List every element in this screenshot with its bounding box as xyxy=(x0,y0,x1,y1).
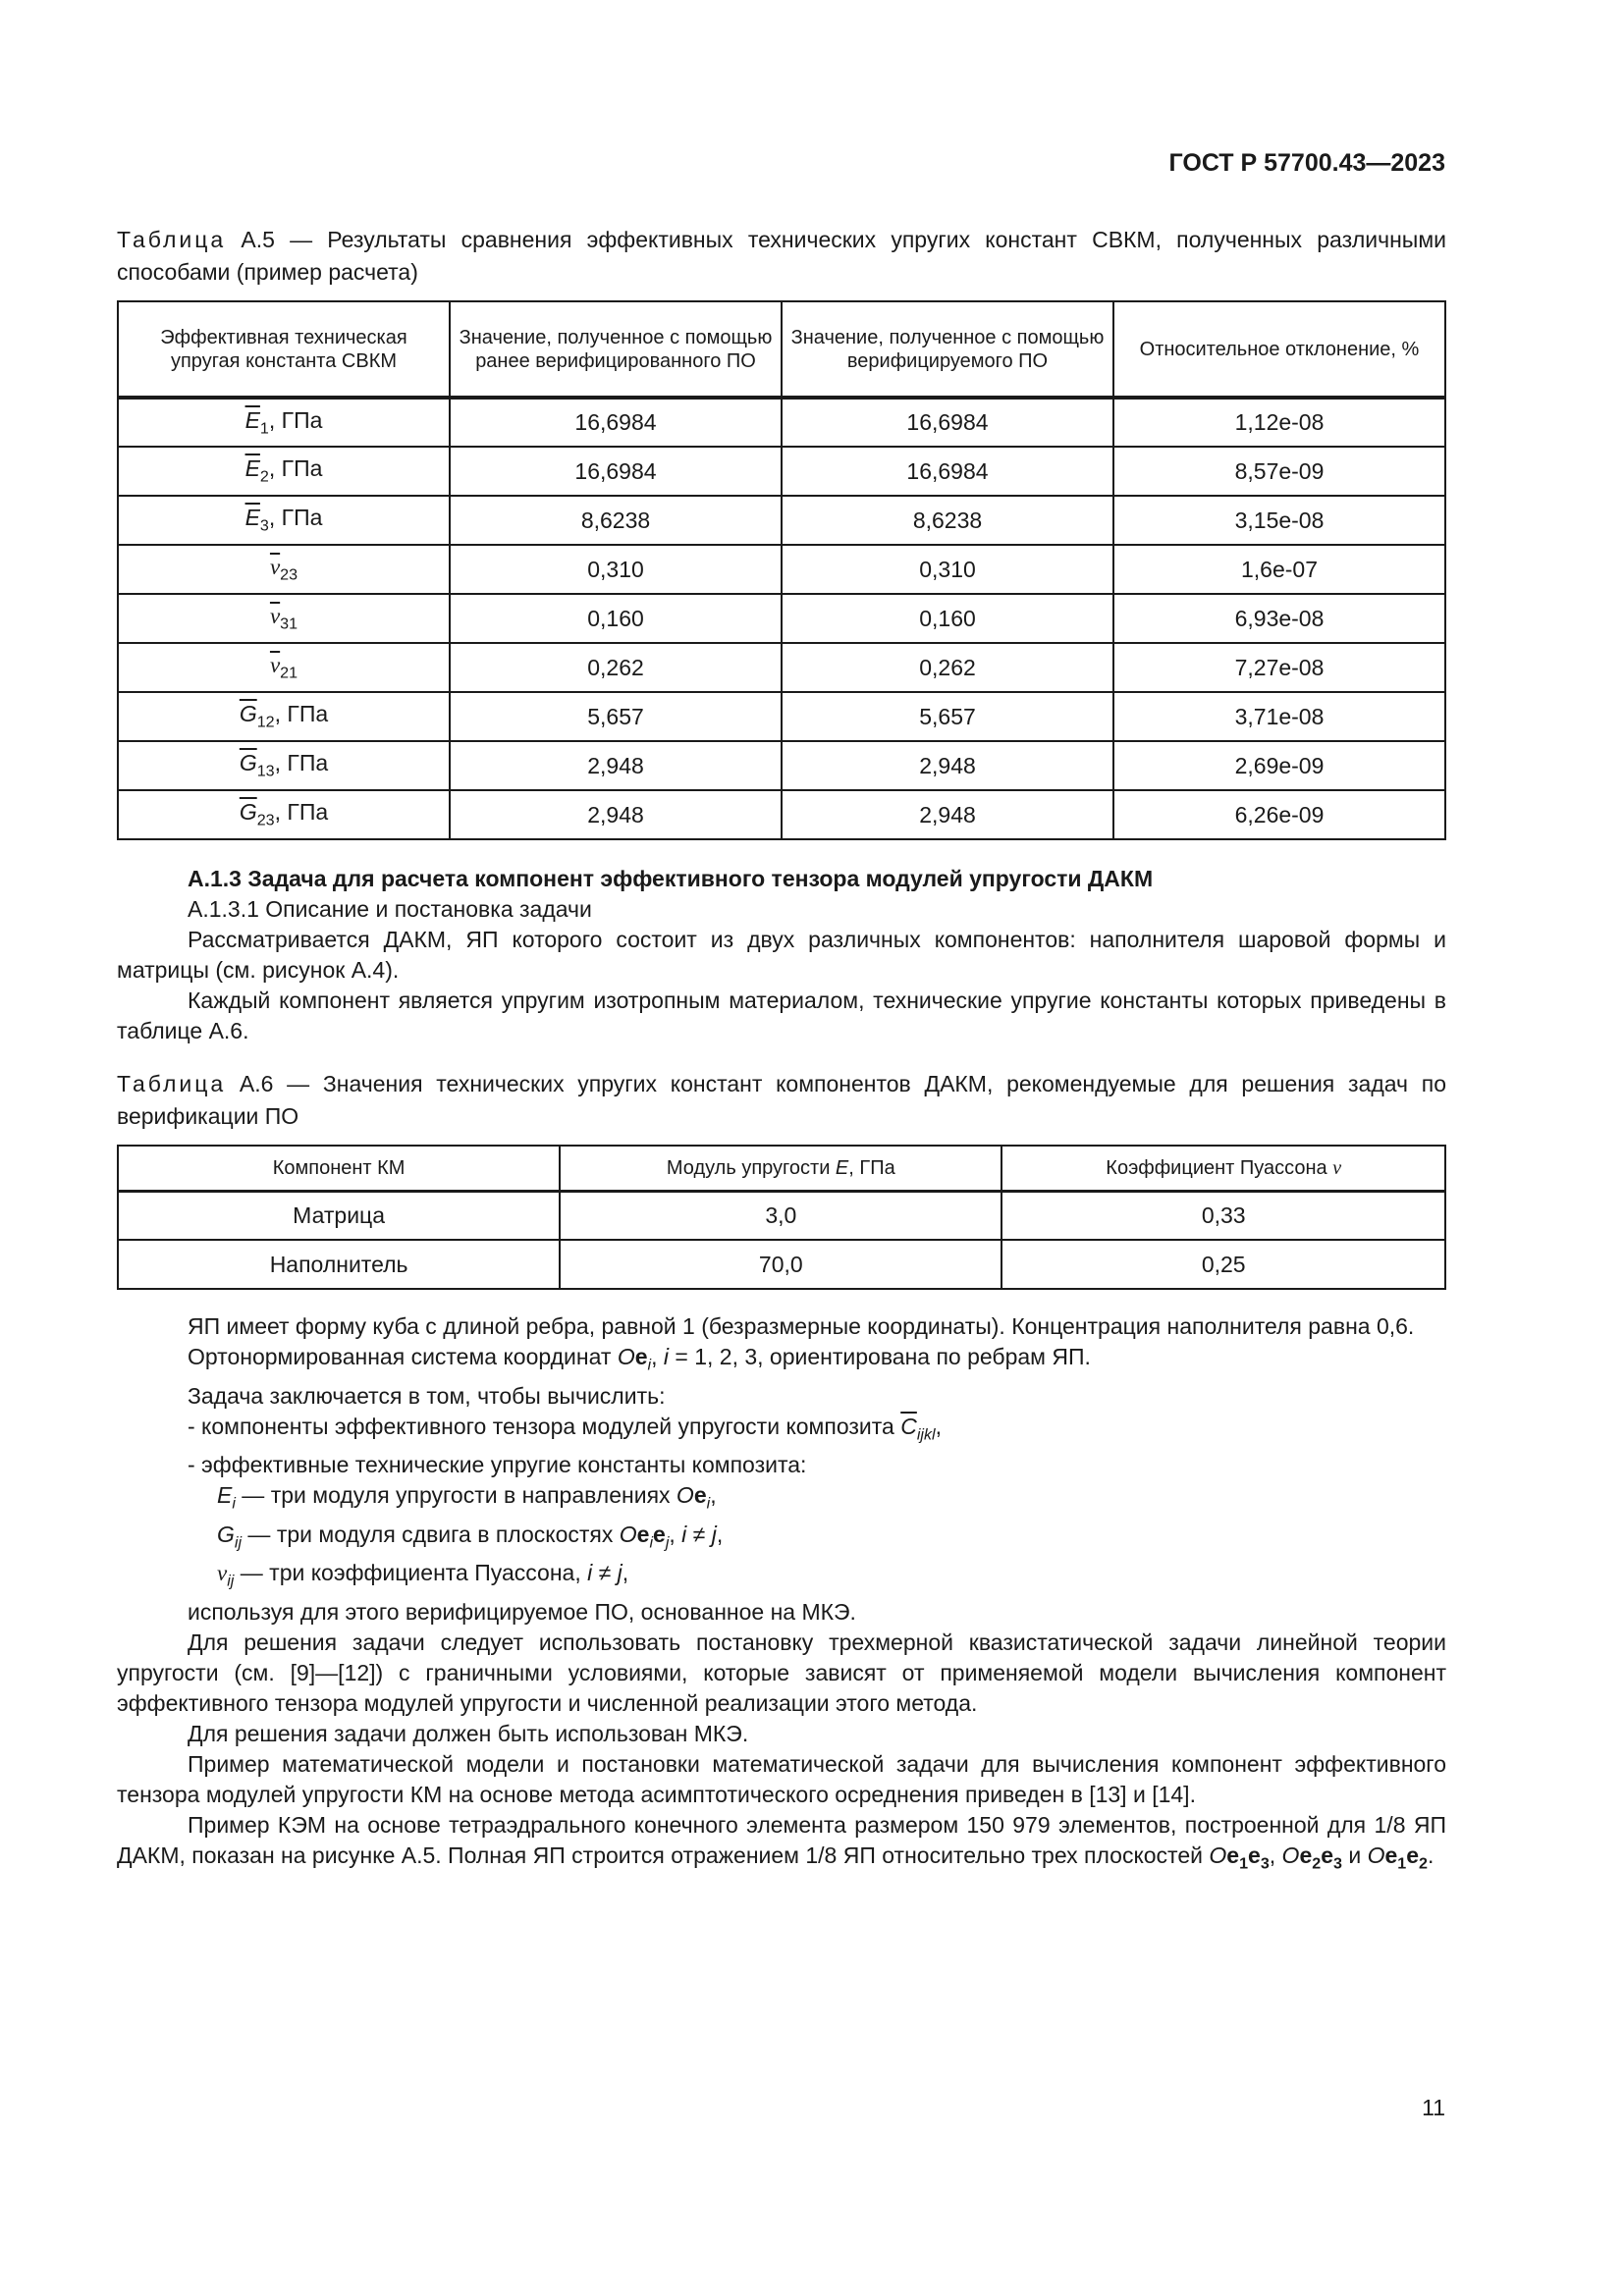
page-number: 11 xyxy=(1422,2095,1445,2120)
table6-caption-text: А.6 — Значения технических упругих констант компонентов ДАКМ, рекомендуемые для решения задач по верификации ПО xyxy=(117,1071,1446,1129)
deviation-cell: 6,26е-09 xyxy=(1113,790,1445,839)
paragraph: Задача заключается в том, чтобы вычислить: xyxy=(188,1382,666,1409)
table6 xyxy=(117,1145,1446,1290)
table6-row xyxy=(118,1191,1445,1240)
deviation-cell: 1,12е-08 xyxy=(1113,398,1445,447)
section-a13 xyxy=(117,864,1446,1046)
deviation-cell: 2,69е-09 xyxy=(1113,741,1445,790)
subsection-title: А.1.3.1 Описание и постановка задачи xyxy=(188,896,592,922)
modulus-cell: 70,0 xyxy=(560,1240,1001,1289)
paragraph: Для решения задачи должен быть использован МКЭ. xyxy=(188,1720,749,1746)
table5-header-cell: Значение, полученное с помощью верифицируемого ПО xyxy=(782,301,1113,398)
table6-body xyxy=(118,1191,1445,1289)
value-cell: 2,948 xyxy=(782,790,1113,839)
value-cell: 8,6238 xyxy=(450,496,782,545)
list-item: $G_{ij}$ — три модуля сдвига в плоскостях $Oe_ie_j$, i ≠ j, xyxy=(217,1521,724,1552)
table5-header-cell: Эффективная техническая упругая константа СВКМ xyxy=(118,301,450,398)
value-cell: 0,262 xyxy=(450,643,782,692)
deviation-cell: 8,57е-09 xyxy=(1113,447,1445,496)
constant-cell: $\overline{E}_3$, ГПа xyxy=(118,496,450,545)
paragraph: Пример математической модели и постановки математической задачи для вычисления компонент эффективного тензора модулей упругости КМ на основе метода асимптотического осреднения приведен в [13] и [14]. xyxy=(117,1750,1446,1807)
constant-cell: $\overline{E}_1$, ГПа xyxy=(118,398,450,447)
table5 xyxy=(117,300,1446,840)
value-cell: 16,6984 xyxy=(782,447,1113,496)
constant-cell: $\overline{\nu}_{21}$ xyxy=(118,643,450,692)
value-cell: 2,948 xyxy=(450,790,782,839)
paragraph: Каждый компонент является упругим изотропным материалом, технические упругие константы которых приведены в таблице А.6. xyxy=(117,988,1446,1043)
paragraph: используя для этого верифицируемое ПО, основанное на МКЭ. xyxy=(188,1598,856,1625)
value-cell: 0,160 xyxy=(782,594,1113,643)
constant-cell: $\overline{G}_{23}$, ГПа xyxy=(118,790,450,839)
table5-row xyxy=(118,790,1445,839)
constant-cell: $\overline{G}_{12}$, ГПа xyxy=(118,692,450,741)
table5-row xyxy=(118,643,1445,692)
table5-caption-text: А.5 — Результаты сравнения эффективных технических упругих констант СВКМ, полученных различными способами (пример расчета) xyxy=(117,227,1446,285)
table5-header-row xyxy=(118,301,1445,398)
table6-caption-label: Таблица xyxy=(117,1071,227,1096)
page-content xyxy=(117,224,1446,1880)
constant-cell: $\overline{G}_{13}$, ГПа xyxy=(118,741,450,790)
table5-row xyxy=(118,692,1445,741)
deviation-cell: 3,15е-08 xyxy=(1113,496,1445,545)
component-cell: Наполнитель xyxy=(118,1240,560,1289)
table5-row xyxy=(118,496,1445,545)
table6-caption xyxy=(117,1068,1446,1133)
table5-row xyxy=(118,594,1445,643)
table5-caption-label: Таблица xyxy=(117,227,227,252)
value-cell: 16,6984 xyxy=(450,398,782,447)
table5-header-cell: Относительное отклонение, % xyxy=(1113,301,1445,398)
table6-header-cell: Модуль упругости E, ГПа xyxy=(560,1146,1001,1191)
deviation-cell: 3,71е-08 xyxy=(1113,692,1445,741)
paragraph: Для решения задачи следует использовать постановку трехмерной квазистатической задачи линейной теории упругости (см. [9]—[12]) с граничными условиями, которые зависят от применяемой модели вычисления компонент эффективного тензора модулей упругости и численной реализации этого метода. xyxy=(117,1629,1446,1716)
table5-row xyxy=(118,447,1445,496)
section-title: А.1.3 Задача для расчета компонент эффективного тензора модулей упругости ДАКМ xyxy=(188,866,1154,891)
constant-cell: $\overline{\nu}_{23}$ xyxy=(118,545,450,594)
deviation-cell: 7,27е-08 xyxy=(1113,643,1445,692)
table5-row xyxy=(118,398,1445,447)
value-cell: 0,160 xyxy=(450,594,782,643)
constant-cell: $\overline{E}_2$, ГПа xyxy=(118,447,450,496)
table5-caption xyxy=(117,224,1446,289)
paragraph: Рассматривается ДАКМ, ЯП которого состоит из двух различных компонентов: наполнителя шаровой формы и матрицы (см. рисунок А.4). xyxy=(117,927,1446,983)
poisson-cell: 0,25 xyxy=(1001,1240,1445,1289)
constant-cell: $\overline{\nu}_{31}$ xyxy=(118,594,450,643)
deviation-cell: 1,6е-07 xyxy=(1113,545,1445,594)
value-cell: 0,310 xyxy=(450,545,782,594)
value-cell: 2,948 xyxy=(450,741,782,790)
value-cell: 2,948 xyxy=(782,741,1113,790)
table6-header-cell: Коэффициент Пуассона ν xyxy=(1001,1146,1445,1191)
list-item: $E_i$ — три модуля упругости в направлениях $Oe_i$, xyxy=(217,1482,717,1513)
value-cell: 5,657 xyxy=(782,692,1113,741)
paragraph: Пример КЭМ на основе тетраэдрального конечного элемента размером 150 979 элементов, построенной для 1/8 ЯП ДАКМ, показан на рисунке А.5. Полная ЯП строится отражением 1/8 ЯП относительно трех плоскостей $Oe_1e_3$, $Oe_2e_3$ и $Oe_1e_2$. xyxy=(117,1811,1446,1873)
modulus-cell: 3,0 xyxy=(560,1191,1001,1240)
poisson-cell: 0,33 xyxy=(1001,1191,1445,1240)
table5-header-cell: Значение, полученное с помощью ранее верифицированного ПО xyxy=(450,301,782,398)
list-item: - компоненты эффективного тензора модулей упругости композита $\overline{C}_{ijkl}$, xyxy=(188,1413,943,1444)
list-item: - эффективные технические упругие константы композита: xyxy=(188,1452,807,1478)
paragraph: Ортонормированная система координат $Oe_i$, i = 1, 2, 3, ориентирована по ребрам ЯП. xyxy=(188,1344,1091,1374)
table5-row xyxy=(118,545,1445,594)
table5-body xyxy=(118,398,1445,839)
list-item: $\nu_{ij}$ — три коэффициента Пуассона, i ≠ j, xyxy=(217,1560,629,1590)
table6-header-row xyxy=(118,1146,1445,1191)
value-cell: 5,657 xyxy=(450,692,782,741)
document-id: ГОСТ Р 57700.43—2023 xyxy=(1168,149,1445,177)
component-cell: Матрица xyxy=(118,1191,560,1240)
body-text xyxy=(117,1311,1446,1880)
value-cell: 0,262 xyxy=(782,643,1113,692)
value-cell: 0,310 xyxy=(782,545,1113,594)
table6-row xyxy=(118,1240,1445,1289)
value-cell: 16,6984 xyxy=(450,447,782,496)
paragraph: ЯП имеет форму куба с длиной ребра, равной 1 (безразмерные координаты). Концентрация наполнителя равна 0,6. xyxy=(188,1313,1415,1339)
table6-header-cell: Компонент КМ xyxy=(118,1146,560,1191)
value-cell: 8,6238 xyxy=(782,496,1113,545)
deviation-cell: 6,93е-08 xyxy=(1113,594,1445,643)
value-cell: 16,6984 xyxy=(782,398,1113,447)
table5-row xyxy=(118,741,1445,790)
